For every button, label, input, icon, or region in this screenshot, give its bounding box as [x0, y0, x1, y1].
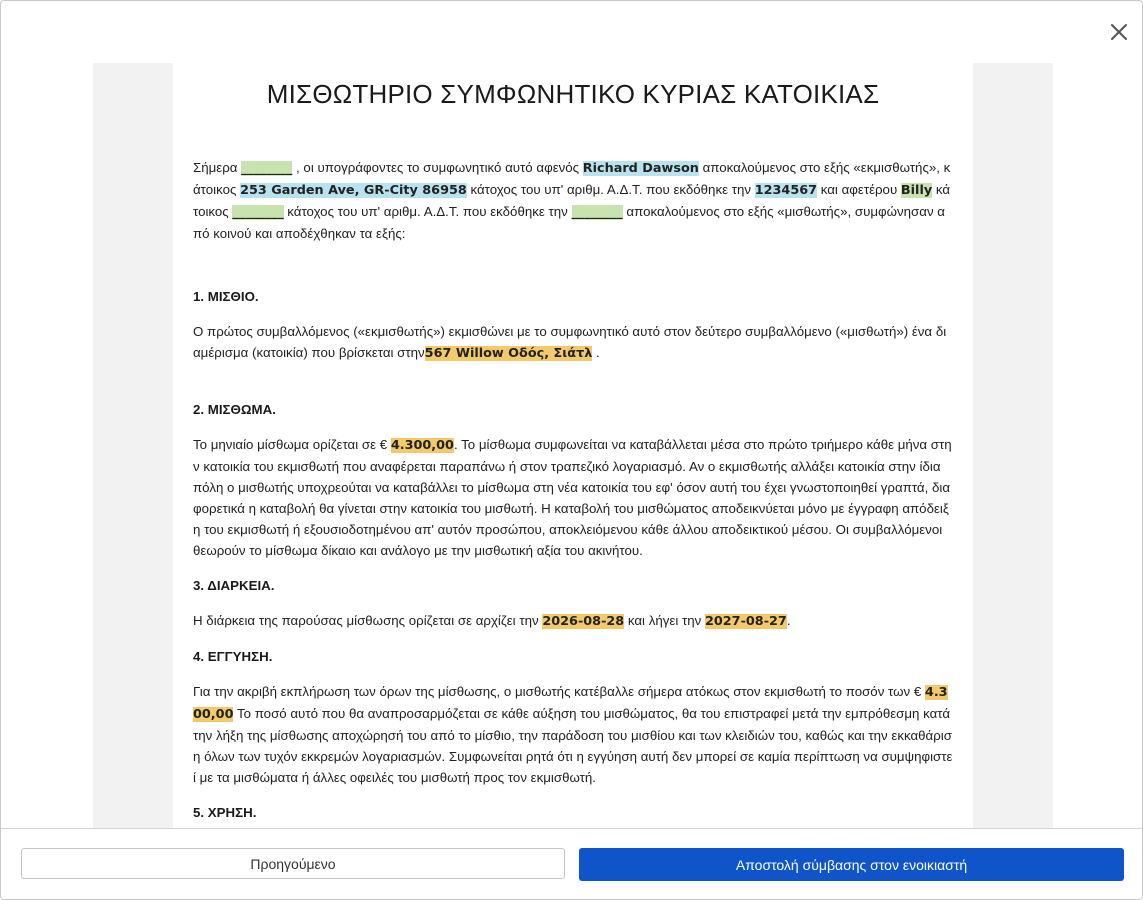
intro-text: αποκαλούμενος στο εξής «εκμισθωτής», κάτοικος	[193, 160, 951, 197]
landlord-name-field: Richard Dawson	[582, 161, 699, 176]
section-text: Για την ακριβή εκπλήρωση των όρων της μίσθωσης, ο μισθωτής κατέβαλλε σήμερα ατόκως στον εκμισθωτή το ποσόν των €	[193, 684, 925, 699]
section-text: Το μηνιαίο μίσθωμα ορίζεται σε €	[193, 437, 391, 452]
intro-text: κάτοχος του υπ' αριθμ. Α.Δ.Τ. που εκδόθηκε την	[466, 182, 755, 197]
section-text: Το ποσό αυτό που θα αναπροσαρμόζεται σε κάθε αύξηση του μισθώματος, θα του επιστραφεί μετά την εμπρόθεσμη κατά την λήξη της μίσθωσης αποχώρησή του από το μίσθιο, την παράδοση του μισθίου και των κλειδιών του, καθώς και την εκκαθάριση όλων των τυχόν εκκρεμών λογαριασμών. Συμφωνείται ρητά ότι η εγγύηση αυτή δεν μπορεί σε καμία περίπτωση να συμψηφιστεί με τα μισθώματα ή άλλες οφειλές του μισθωτή προς τον εκμισθωτή.	[193, 706, 953, 785]
intro-text: κάτοχος του υπ' αριθμ. Α.Δ.Τ. που εκδόθηκε την	[283, 204, 572, 219]
section-text: και λήγει την	[624, 613, 705, 628]
date-field: ________	[241, 161, 293, 176]
section-heading-property: 1. ΜΙΣΘΙΟ.	[193, 289, 259, 304]
deposit-amount-field: 4.300,00	[193, 685, 948, 722]
section-heading-deposit: 4. ΕΓΓΥΗΣΗ.	[193, 649, 273, 664]
section-text: .	[786, 613, 791, 628]
landlord-address-field: 253 Garden Ave, GR-City 86958	[240, 183, 467, 198]
section-heading-rent: 2. ΜΙΣΘΩΜΑ.	[193, 402, 276, 417]
intro-text: κάτοικος	[193, 182, 951, 219]
section-text: Η διάρκεια της παρούσας μίσθωσης ορίζεται σε αρχίζει την	[193, 613, 543, 628]
tenant-id-field: ________	[571, 205, 623, 220]
modal-footer	[1, 828, 1142, 899]
document-title: ΜΙΣΘΩΤΗΡΙΟ ΣΥΜΦΩΝΗΤΙΚΟ ΚΥΡΙΑΣ ΚΑΤΟΙΚΙΑΣ	[266, 79, 880, 109]
tenant-address-field: ________	[232, 205, 284, 220]
section-heading-use: 5. ΧΡΗΣΗ.	[193, 805, 257, 820]
start-date-field: 2026-08-28	[542, 614, 625, 629]
section-deposit-text	[193, 681, 953, 788]
section-rent-text	[193, 434, 953, 561]
rent-amount-field: 4.300,00	[390, 438, 454, 453]
landlord-id-field: 1234567	[754, 183, 818, 198]
property-address-field: 567 Willow Οδός, Σιάτλ	[424, 346, 593, 361]
document-page	[173, 63, 973, 829]
close-icon[interactable]	[1108, 21, 1130, 43]
document-scroll-area[interactable]	[1, 1, 1142, 829]
intro-text: αποκαλούμενος στο εξής «μισθωτής», συμφώνησαν από κοινού και αποδέχθηκαν τα εξής:	[193, 204, 945, 241]
section-duration-text	[193, 610, 953, 632]
section-text: . Το μίσθωμα συμφωνείται να καταβάλλεται μέσα στο πρώτο τριήμερο κάθε μήνα στην κατοικία του εκμισθωτή που αναφέρεται παραπάνω ή στον τραπεζικό λογαριασμό. Αν ο εκμισθωτής αλλάξει κατοικία στην ίδια πόλη ο μισθωτής υποχρεούται να καταβάλλει το μίσθωμα στη νέα κατοικία του εφ' όσον αυτή του έχει γνωστοποιηθεί γραπτά, διαφορετικά η καταβολή θα γίνεται στην κατοικία του μισθωτή. Η καταβολή του μισθώματος αποδεικνύεται μόνο με έγγραφη απόδειξη του εκμισθωτή ή εξουσιοδοτημένου απ' αυτόν προσώπου, αποκλειόμενου κάθε άλλου αποδεικτικού μέσου. Οι συμβαλλόμενοι θεωρούν το μίσθωμα δίκαιο και ανάλογο με την μισθωτική αξία του ακινήτου.	[193, 437, 952, 558]
end-date-field: 2027-08-27	[704, 614, 787, 629]
section-property-text	[193, 321, 953, 364]
intro-paragraph	[193, 157, 953, 244]
intro-text: , οι υπογράφοντες το συμφωνητικό αυτό αφενός	[292, 160, 583, 175]
section-heading-duration: 3. ΔΙΑΡΚΕΙΑ.	[193, 578, 275, 593]
send-contract-button[interactable]: Αποστολή σύμβασης στον ενοικιαστή	[579, 848, 1124, 881]
section-text: .	[592, 345, 600, 360]
intro-text: και αφετέρου	[817, 182, 901, 197]
previous-button[interactable]: Προηγούμενο	[21, 848, 565, 879]
tenant-name-field: Billy	[900, 183, 933, 198]
section-text: Ο πρώτος συμβαλλόμενος («εκμισθωτής») εκμισθώνει με το συμφωνητικό αυτό στον δεύτερο συμβαλλόμενο («μισθωτή») ένα διαμέρισμα (κατοικία) που βρίσκεται στην	[193, 324, 947, 360]
intro-text: Σήμερα	[193, 160, 242, 175]
